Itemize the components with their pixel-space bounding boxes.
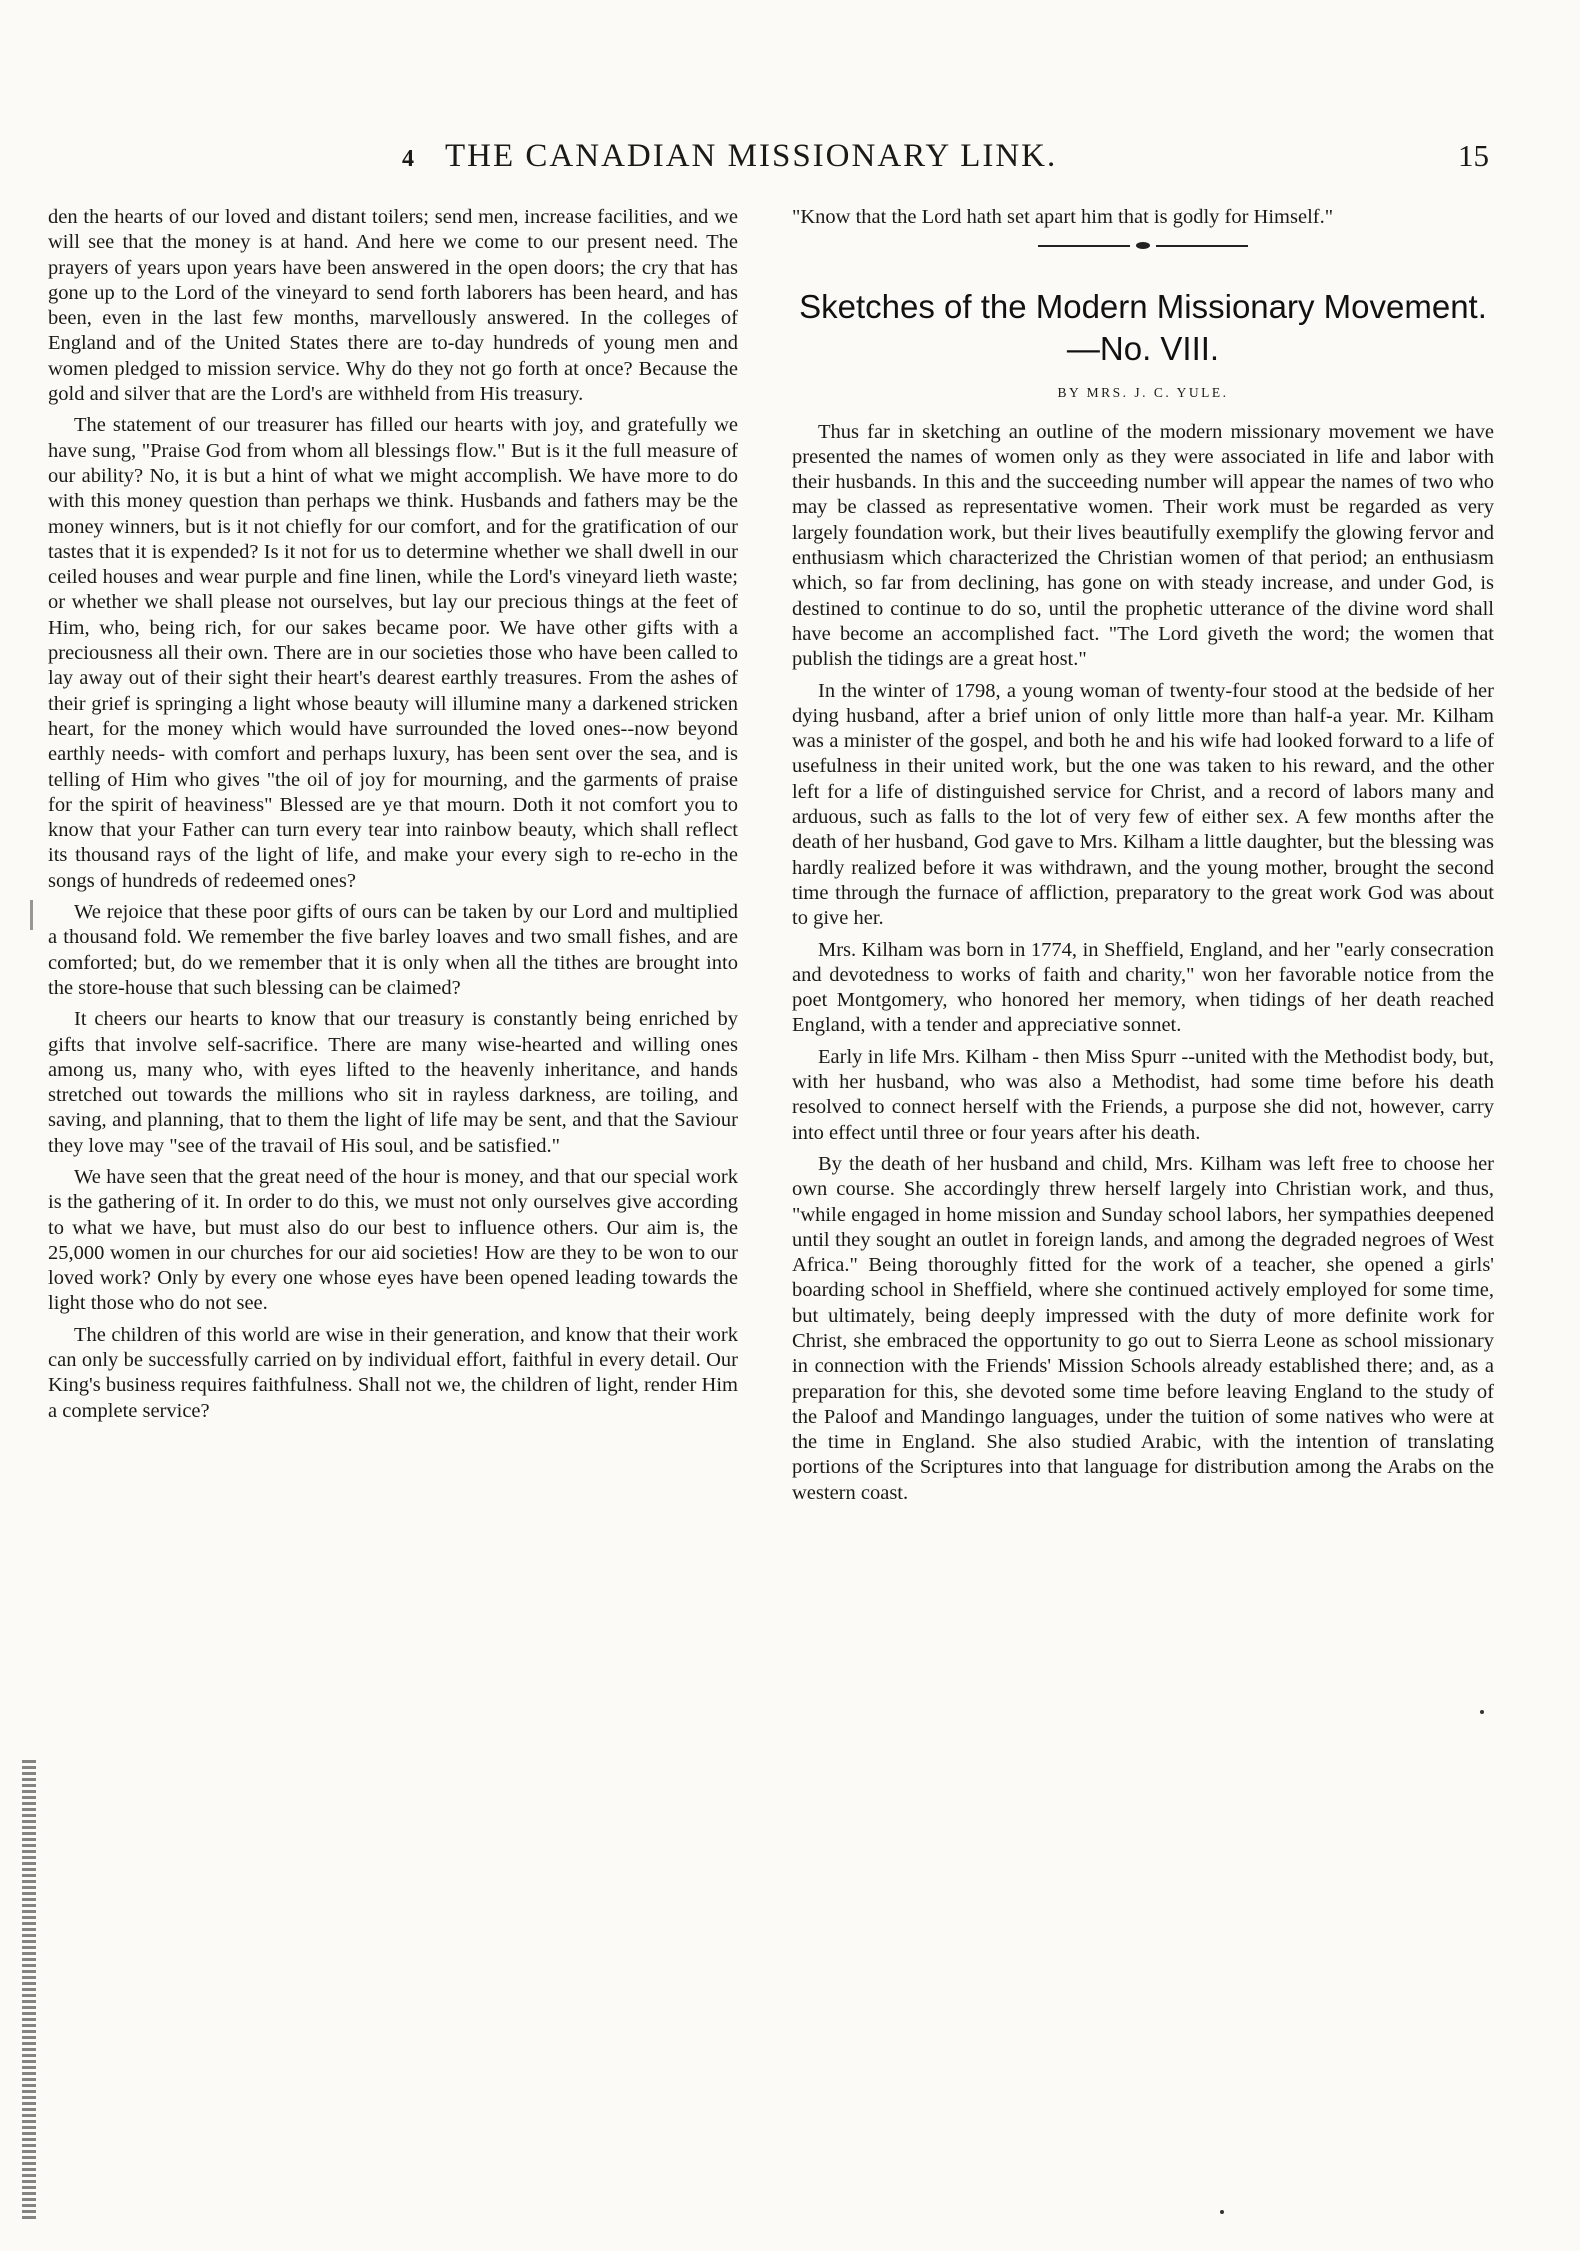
paragraph: den the hearts of our loved and distant toilers; send men, increase facilities, and we will see that the money is at hand. And here we come to our present need. The prayers of years upon years have been answered in the open doors; the cry that has gone up to the Lord of the vineyard to send forth laborers has been heard, and has been, even in the last few months, marvellously answered. In the colleges of England and of the United States there are to-day hundreds of young men and women pledged to mission service. Why do they not go forth at once? Because the gold and silver that are the Lord's are withheld from His treasury. bbox=[48, 206, 738, 406]
paragraph: It cheers our hearts to know that our treasury is constantly being enriched by gifts that involve self-sacrifice. There are many wise-hearted and willing ones among us, many who, with eyes lifted to the heavenly inheritance, and hands stretched out towards the millions who sit in rayless darkness, are toiling, and saving, and planning, that to them the light of life may be sent, and that the Saviour they love may "see of the travail of His soul, and be satisfied." bbox=[48, 1008, 738, 1157]
page-number: 15 bbox=[1458, 138, 1489, 173]
margin-mark bbox=[30, 900, 33, 930]
header-mark: 4 bbox=[402, 146, 414, 172]
section-divider bbox=[1038, 240, 1248, 252]
publication-title: THE CANADIAN MISSIONARY LINK. bbox=[445, 138, 1058, 174]
left-column bbox=[48, 205, 738, 1430]
article-title: Sketches of the Modern Missionary Movement.—No. VIII. bbox=[799, 288, 1487, 368]
paragraph: By the death of her husband and child, Mrs. Kilham was left free to choose her own course. She accordingly threw herself largely into Christian work, and thus, "while engaged in home mission and Sunday school labors, her sympathies deepened until they sought an outlet in foreign lands, and among the degraded negroes of West Africa." Being thoroughly fitted for the work of a teacher, she opened a girls' boarding school in Sheffield, where she continued actively employed for some time, but ultimately, being deeply impressed with the duty of more definite work for Christ, she embraced the opportunity to go out to Sierra Leone as school missionary in connection with the Friends' Mission Schools already established there; and, as a preparation for this, she devoted some time before leaving England to the study of the Paloof and Mandingo languages, under the tuition of some natives who were at the time in England. She also studied Arabic, with the intention of translating portions of the Scriptures into that language for distribution among the Arabs on the western coast. bbox=[792, 1152, 1494, 1504]
paragraph: We rejoice that these poor gifts of ours can be taken by our Lord and multiplied a thousand fold. We remember the five barley loaves and two small fishes, and are comforted; but, do we remember that it is only when all the tithes are brought into the store-house that such blessing can be claimed? bbox=[48, 901, 738, 999]
paragraph: Thus far in sketching an outline of the modern missionary movement we have presented the names of women only as they were associated in life and labor with their husbands. In this and the succeeding number will appear the names of two who may be classed as representative women. Their work must be regarded as very largely foundation work, but their lives beautifully exemplify the glowing fervor and enthusiasm which characterized the Christian women of that period; an enthusiasm which, so far from declining, has gone on with steady increase, and under God, is destined to continue to do so, until the prophetic utterance of the divine word shall have become an accomplished fact. "The Lord giveth the word; the women that publish the tidings are a great host." bbox=[792, 420, 1494, 671]
quote-text: "Know that the Lord hath set apart him that is godly for Himself." bbox=[792, 206, 1334, 228]
paragraph: The statement of our treasurer has filled our hearts with joy, and gratefully we have sung, "Praise God from whom all blessings flow." But is it the full measure of our ability? No, it is but a hint of what we might accomplish. We have more to do with this money question than perhaps we think. Husbands and fathers may be the money winners, but is it not chiefly for our comfort, and for the gratification of our tastes that it is expended? Is it not for us to determine whether we shall dwell in our ceiled houses and wear purple and fine linen, while the Lord's vineyard lieth waste; or whether we shall please not ourselves, but lay our precious things at the feet of Him, who, being rich, for our sakes became poor. We have other gifts with a preciousness all their own. There are in our societies those who have been called to lay away out of their sight their heart's dearest earthly treasures. From the ashes of their grief is springing a light whose beauty will illumine many a darkened stricken heart, for the money which would have surrounded the loved ones--now beyond earthly needs- with comfort and perhaps luxury, has been sent over the sea, and is telling of Him who gives "the oil of joy for mourning, and the garments of praise for the spirit of heaviness" Blessed are ye that mourn. Doth it not comfort you to know that your Father can turn every tear into rainbow beauty, which shall reflect its thousand rays of the light of life, and make your every sigh to re-echo in the songs of hundreds of redeemed ones? bbox=[48, 414, 738, 892]
paragraph: Early in life Mrs. Kilham - then Miss Spurr --united with the Methodist body, but, with her husband, who was also a Methodist, had some time before his death resolved to connect herself with the Friends, a purpose she did not, however, carry into effect until three or four years after his death. bbox=[792, 1045, 1494, 1144]
paragraph: The children of this world are wise in their generation, and know that their work can only be successfully carried on by individual effort, faithful in every detail. Our King's business requires faithfulness. Shall not we, the children of light, render Him a complete service? bbox=[48, 1323, 738, 1422]
running-header bbox=[0, 138, 1580, 182]
print-speck bbox=[1480, 1710, 1484, 1714]
paragraph: We have seen that the great need of the hour is money, and that our special work is the gathering of it. In order to do this, we must not only ourselves give according to what we have, but must also do our best to influence others. Our aim is, the 25,000 women in our churches for our aid societies! How are they to be won to our loved work? Only by every one whose eyes have been opened leading towards the light those who do not see. bbox=[48, 1165, 738, 1315]
paragraph: Mrs. Kilham was born in 1774, in Sheffield, England, and her "early consecration and devotedness to works of faith and charity," won her favorable notice from the poet Montgomery, who honored her memory, when tidings of her death reached England, with a tender and appreciative sonnet. bbox=[792, 938, 1494, 1037]
paragraph: In the winter of 1798, a young woman of twenty-four stood at the bedside of her dying husband, after a brief union of only little more than half-a year. Mr. Kilham was a minister of the gospel, and both he and his wife had looked forward to a life of usefulness in their united work, but the one was taken to his reward, and the other left for a life of distinguished service for Christ, and a record of labors many and arduous, such as falls to the lot of very few of either sex. A few months after the death of her husband, God gave to Mrs. Kilham a little daughter, but the blessing was hardly realized before it was withdrawn, and the young mother, brought the second time through the furnace of affliction, preparatory to the great work God was about to give her. bbox=[792, 679, 1494, 930]
closing-quote bbox=[792, 205, 1494, 230]
print-speck bbox=[1220, 2210, 1224, 2214]
right-column bbox=[792, 205, 1494, 1512]
binding-edge-mark bbox=[22, 1760, 36, 2220]
byline: BY MRS. J. C. YULE. bbox=[1057, 385, 1229, 401]
